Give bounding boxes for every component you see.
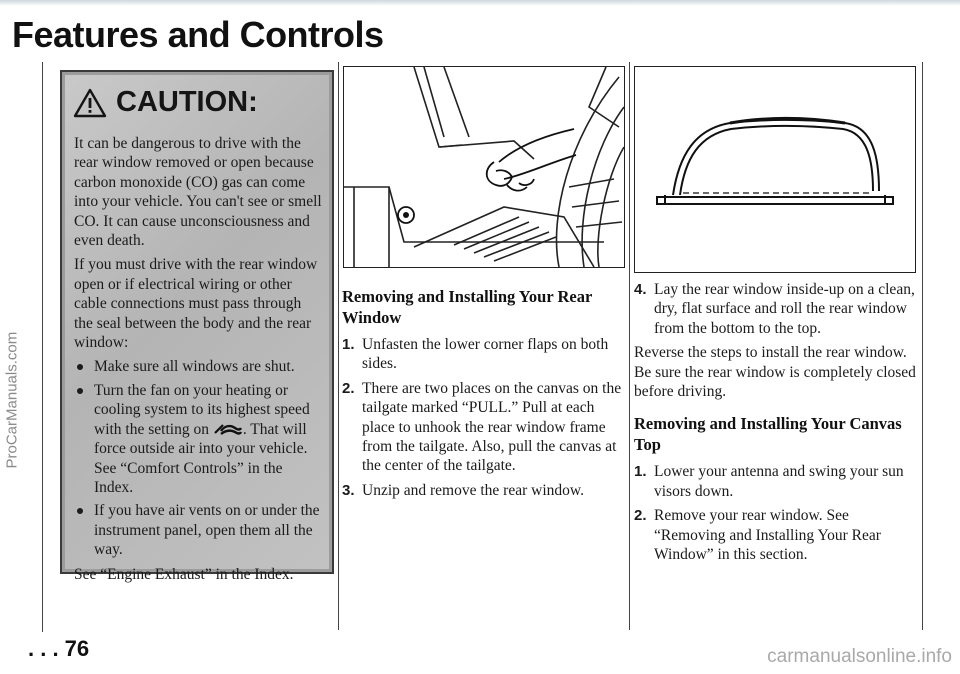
- step-number: 1.: [634, 463, 647, 481]
- step-number: 4.: [634, 281, 647, 298]
- tailgate-pull-figure: [343, 66, 625, 268]
- watermark-bottom: carmanualsonline.info: [767, 646, 952, 667]
- step-number: 2.: [342, 379, 355, 397]
- tailgate-pull-illustration-icon: [344, 67, 624, 267]
- right-column-section: [634, 280, 916, 569]
- step-number: 1.: [342, 336, 355, 353]
- caution-bullet-text: Turn the fan on your heating or cooling system to its highest speed with the setting on: [94, 381, 310, 438]
- page-title: Features and Controls: [12, 14, 384, 55]
- column-divider-middle: [338, 62, 339, 630]
- removing-rear-window-section: [342, 286, 624, 505]
- canvas-top-heading: Removing and Installing Your Canvas Top: [634, 414, 902, 455]
- rear-window-frame-illustration-icon: [635, 67, 915, 272]
- step-number: 3.: [342, 481, 355, 499]
- caution-bullet-text: If you have air vents on or under the instrument panel, open them all the way.: [94, 502, 320, 559]
- caution-body: [74, 134, 324, 589]
- step-item: [634, 280, 916, 338]
- step-number: 2.: [634, 507, 647, 525]
- top-rule: [0, 0, 960, 6]
- step-text: Unzip and remove the rear window.: [362, 481, 584, 499]
- caution-bullet: [74, 501, 324, 559]
- step-item: [342, 379, 624, 476]
- bullet-dot: [77, 388, 83, 394]
- step-item: [634, 462, 916, 501]
- caution-bullet: [74, 381, 324, 497]
- rear-window-steps-continued: [634, 280, 916, 338]
- caution-bullet: [74, 357, 324, 376]
- column-divider-outer: [922, 62, 923, 630]
- bullet-dot: [77, 508, 83, 514]
- step-item: [342, 335, 624, 374]
- bullet-dot: [77, 364, 83, 370]
- step-text: There are two places on the canvas on the tailgate marked “PULL.” Pull at each place to unhook the rear window frame from the tailgate. Also, pull the canvas at the center of the tailgate.: [362, 379, 622, 475]
- caution-header: [72, 86, 258, 119]
- step-text: Lower your antenna and swing your sun visors down.: [654, 463, 904, 500]
- caution-box: [60, 70, 334, 583]
- caution-paragraph-2: If you must drive with the rear window open or if electrical wiring or other cable connections must pass through the seal between the body and the rear window:: [74, 256, 318, 352]
- step-item: [342, 481, 624, 500]
- rear-window-figure: [634, 66, 916, 273]
- watermark-left: ProCarManuals.com: [3, 331, 21, 469]
- column-divider-left: [42, 62, 43, 632]
- caution-paragraph-1: It can be dangerous to drive with the rear window removed or open because carbon monoxide (CO) gas can come into your vehicle. You can't see or smell CO. It can cause unconsciousness and even death.: [74, 135, 322, 250]
- column-divider-right: [629, 62, 630, 630]
- step-item: [634, 506, 916, 564]
- caution-bullet-text: Make sure all windows are shut.: [94, 358, 295, 376]
- caution-bullet-text-after-icon: . That will force outside air into your vehicle. See “Comfort Controls” in the Index.: [94, 420, 308, 496]
- caution-footer: See “Engine Exhaust” in the Index.: [74, 565, 294, 583]
- reverse-steps-paragraph: Reverse the steps to install the rear window. Be sure the rear window is completely closed before driving.: [634, 344, 916, 401]
- page-number: . . . 76: [28, 636, 90, 661]
- fan-setting-icon: [213, 422, 243, 436]
- warning-triangle-icon: [72, 87, 108, 119]
- step-text: Lay the rear window inside-up on a clean, dry, flat surface and roll the rear window from the bottom to the top.: [654, 281, 915, 337]
- step-text: Remove your rear window. See “Removing and Installing Your Rear Window” in this section.: [654, 507, 881, 564]
- section-heading: Removing and Installing Your Rear Window: [342, 287, 592, 327]
- caution-title: CAUTION:: [116, 86, 258, 118]
- canvas-top-steps: [634, 462, 916, 564]
- caution-bullet-list: [74, 357, 324, 559]
- step-text: Unfasten the lower corner flaps on both sides.: [362, 336, 609, 373]
- rear-window-steps: [342, 335, 624, 500]
